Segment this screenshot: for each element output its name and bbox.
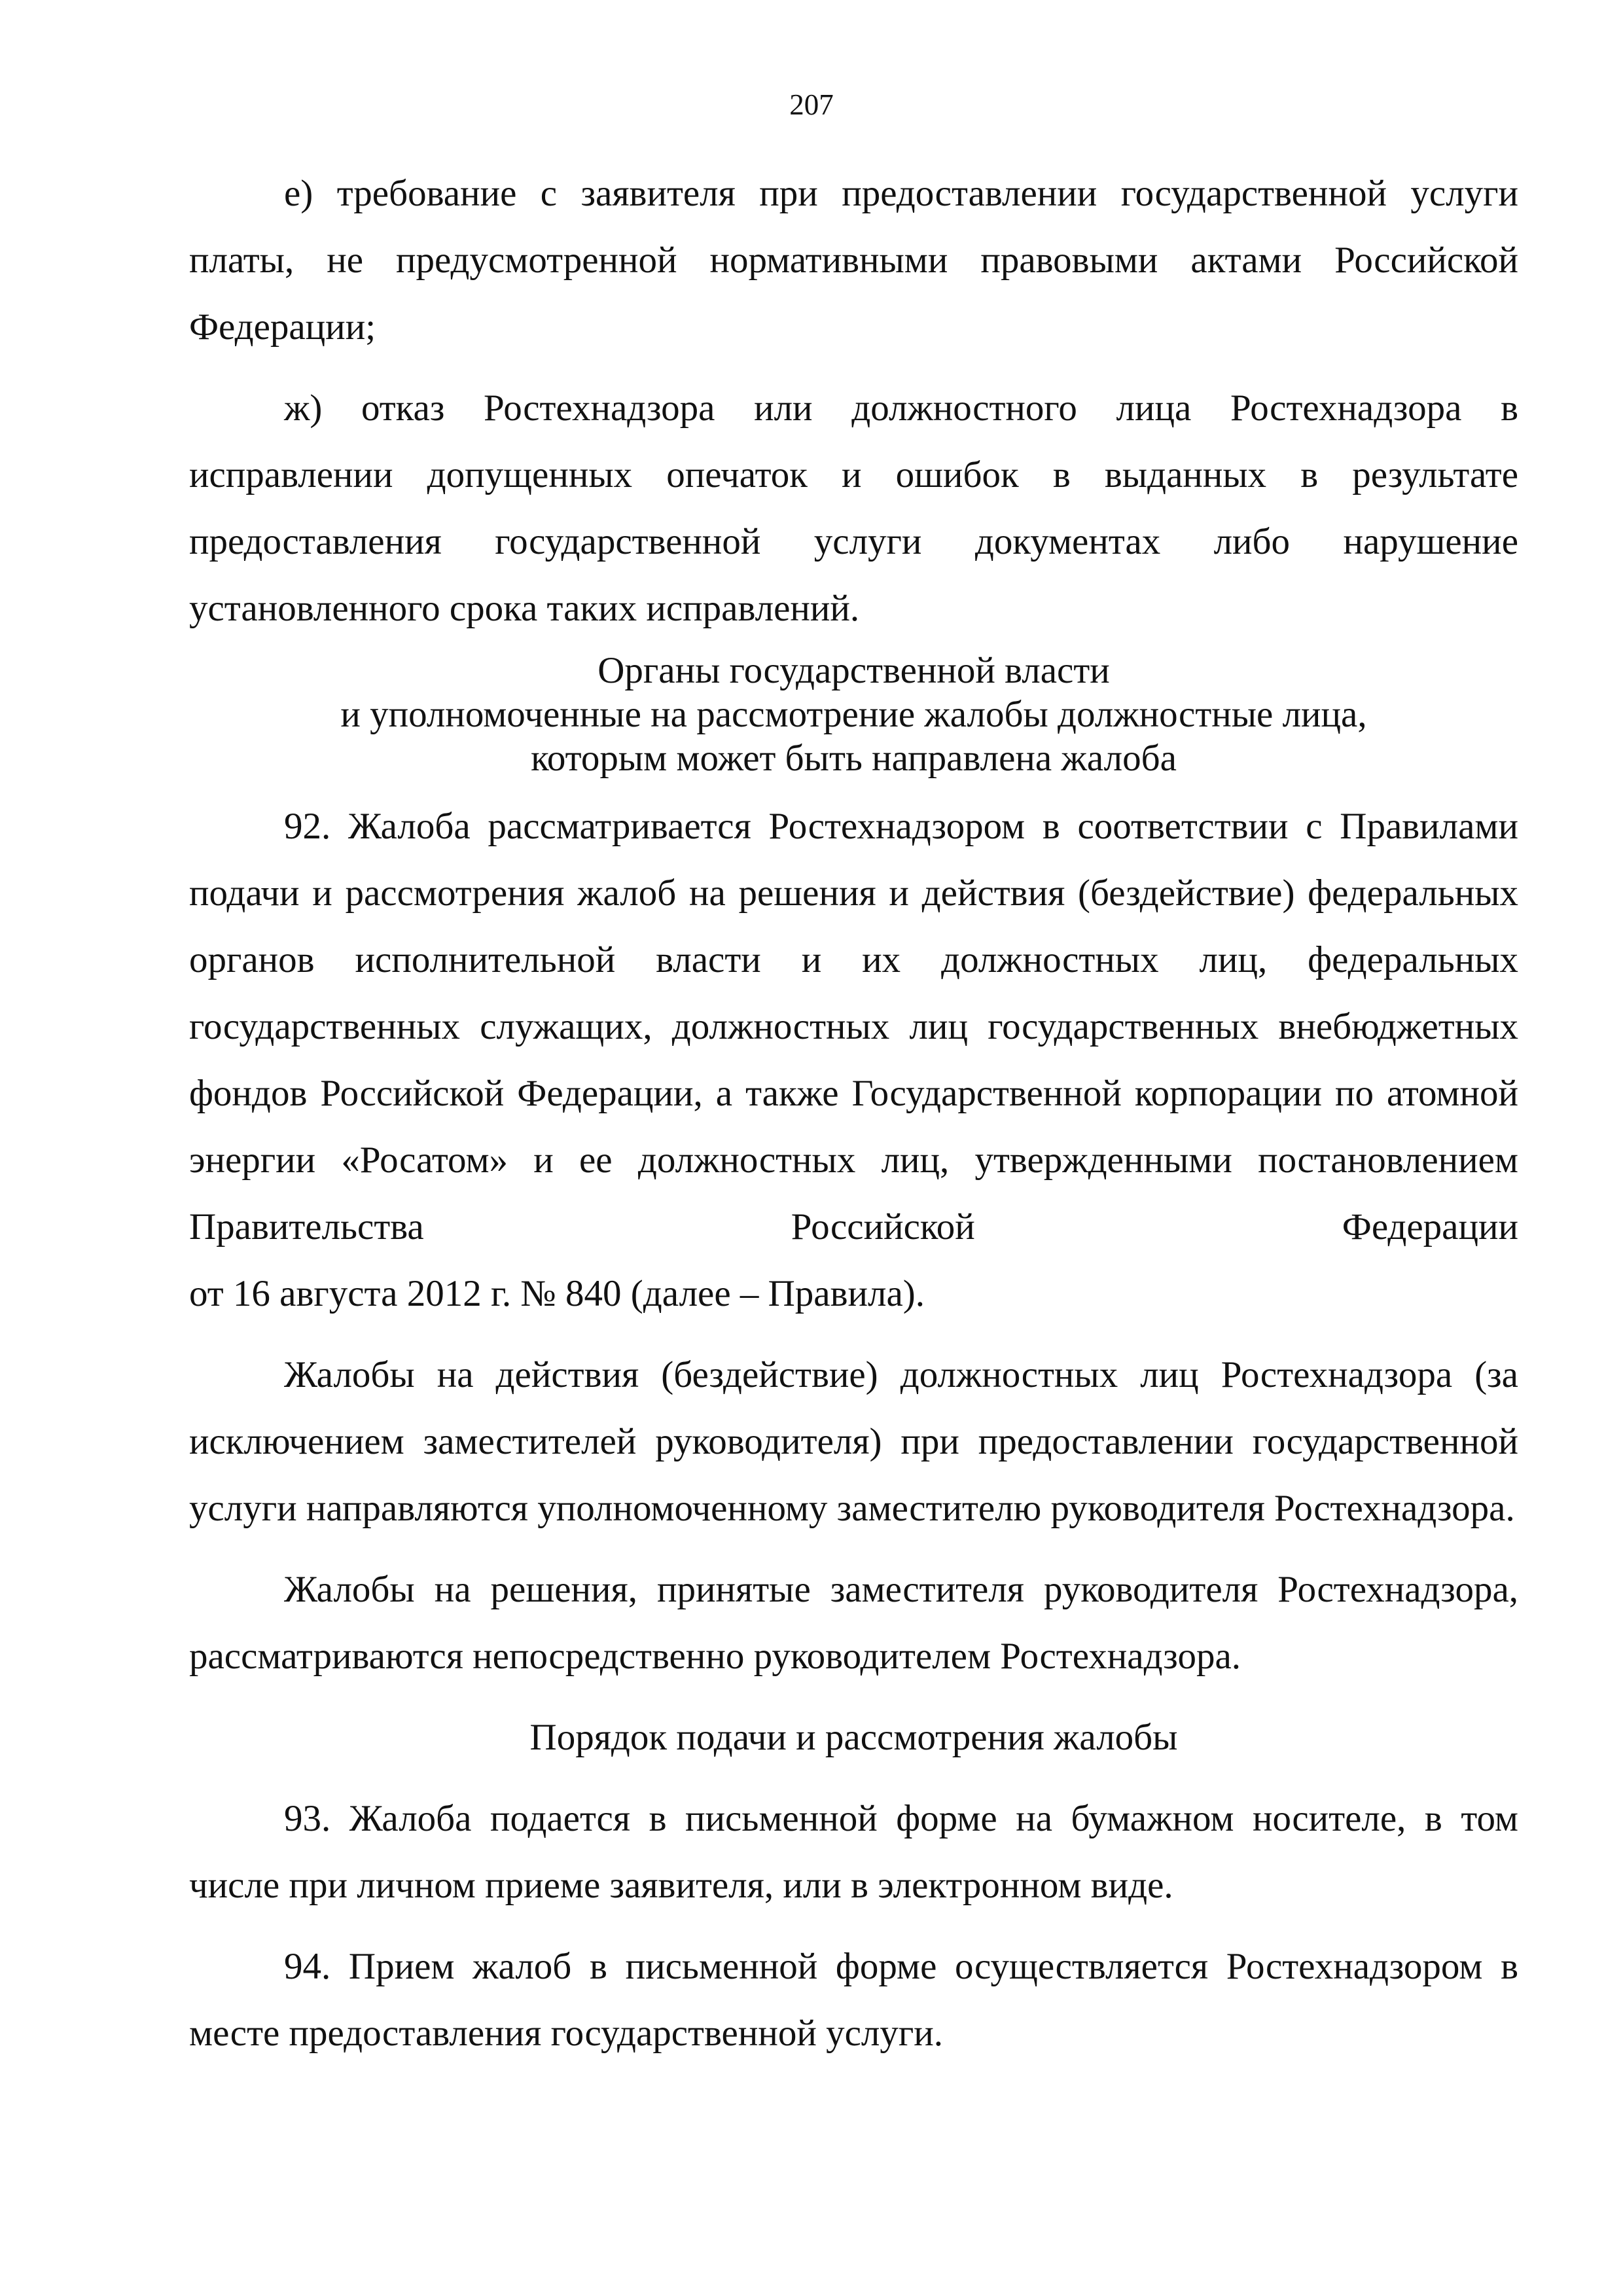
paragraph-94: 94. Прием жалоб в письменной форме осуществляется Ростехнадзором в месте предоставления государственной услуги. bbox=[189, 1946, 1518, 2054]
section-heading-authorities bbox=[189, 649, 1518, 780]
heading-line: и уполномоченные на рассмотрение жалобы должностные лица, bbox=[340, 694, 1367, 735]
paragraph-complaints-officials: Жалобы на действия (бездействие) должностных лиц Ростехнадзора (за исключением заместителей руководителя) при предоставлении государственной услуги направляются уполномоченному заместителю руководителя Ростехнадзора. bbox=[189, 1354, 1518, 1529]
paragraph-item-zh: ж) отказ Ростехнадзора или должностного лица Ростехнадзора в исправлении допущенных опечаток и ошибок в выданных в результате предоставления государственной услуги документах либо нарушение установленного срока таких исправлений. bbox=[189, 387, 1518, 629]
paragraph-92-tail: от 16 августа 2012 г. № 840 (далее – Правила). bbox=[189, 1273, 925, 1314]
page-number: 207 bbox=[789, 88, 834, 121]
paragraph-92-main: 92. Жалоба рассматривается Ростехнадзором в соответствии с Правилами подачи и рассмотрения жалоб на решения и действия (бездействие) федеральных органов исполнительной власти и их должностных лиц, федеральных государственных служащих, должностных лиц государственных внебюджетных фондов Российской Федерации, а также Государственной корпорации по атомной энергии «Росатом» и ее должностных лиц, утвержденными постановлением Правительства Российской Федерации bbox=[189, 806, 1518, 1247]
document-body bbox=[189, 160, 1518, 2067]
paragraph-92 bbox=[189, 793, 1518, 1327]
section-heading-procedure: Порядок подачи и рассмотрения жалобы bbox=[529, 1717, 1178, 1758]
heading-line: Органы государственной власти bbox=[597, 650, 1110, 691]
paragraph-93: 93. Жалоба подается в письменной форме на бумажном носителе, в том числе при личном приеме заявителя, или в электронном виде. bbox=[189, 1798, 1518, 1906]
paragraph-complaints-deputies: Жалобы на решения, принятые заместителя руководителя Ростехнадзора, рассматриваются непосредственно руководителем Ростехнадзора. bbox=[189, 1569, 1518, 1677]
heading-line: которым может быть направлена жалоба bbox=[531, 738, 1177, 779]
paragraph-item-e: е) требование с заявителя при предоставлении государственной услуги платы, не предусмотренной нормативными правовыми актами Российской Федерации; bbox=[189, 173, 1518, 348]
